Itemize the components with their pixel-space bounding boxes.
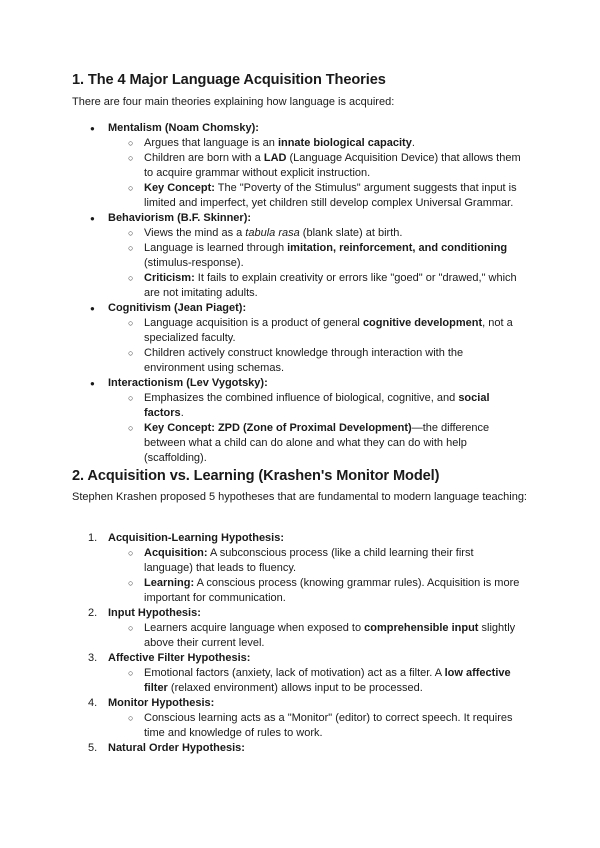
sub-bullet-icon: ○ [128,713,134,723]
section2-heading: 2. Acquisition vs. Learning (Krashen's Monitor Model) [72,468,440,484]
sub-bullet-icon: ○ [128,348,134,358]
theory-item [0,376,600,391]
section2-intro: Stephen Krashen proposed 5 hypotheses that are fundamental to modern language teaching: [72,491,527,503]
item-title: Behaviorism (B.F. Skinner): [108,212,252,224]
theories-list [0,121,600,466]
item-title: Mentalism (Noam Chomsky): [108,122,259,134]
text-segment: social factors [144,392,490,419]
item-number: 5. [88,742,98,754]
sub-item [0,346,524,376]
text-segment: . [180,407,184,419]
text-segment: slightly above their current level. [144,622,516,649]
text-segment: It fails to explain creativity or errors like "goed" or "drawed," which are not imitating adults. [144,272,517,299]
sub-bullet-icon: ○ [128,668,134,678]
sub-bullet-icon: ○ [128,138,134,148]
text-segment: (Language Acquisition Device) that allows them to acquire grammar without explicit instruction. [144,152,521,179]
text-segment: . [411,137,415,149]
sub-bullet-icon: ○ [128,623,134,633]
text-segment: Children actively construct knowledge through interaction with the environment using schemas. [144,347,464,374]
sub-bullet-icon: ○ [128,183,134,193]
item-title: Cognitivism (Jean Piaget): [108,302,247,314]
sub-item [0,576,524,606]
sub-bullet-icon: ○ [128,578,134,588]
hypothesis-item [0,651,600,666]
text-segment: cognitive development [362,317,483,329]
text-segment: A conscious process (knowing grammar rules). Acquisition is more important for communication. [144,577,520,604]
item-number: 4. [88,697,98,709]
text-segment: Children are born with a [144,152,264,164]
text-segment: low affective filter [144,667,511,694]
theory-item [0,211,600,226]
text-segment: LAD [263,152,287,164]
sub-bullet-icon: ○ [128,273,134,283]
sub-bullet-icon: ○ [128,243,134,253]
text-segment: Argues that language is an [144,137,278,149]
sub-item [0,711,524,741]
item-title: Interactionism (Lev Vygotsky): [108,377,268,389]
text-segment: Key Concept: [144,182,215,194]
text-segment: , not a specialized faculty. [144,317,513,344]
hypothesis-item [0,741,600,756]
sub-bullet-icon: ○ [128,423,134,433]
sub-bullet-icon: ○ [128,393,134,403]
item-title: Input Hypothesis: [108,607,201,619]
text-segment: tabula rasa [245,227,300,239]
sub-item [0,226,524,241]
sub-item [0,316,524,346]
text-segment: Acquisition: [144,547,208,559]
sub-item [0,546,524,576]
sub-item [0,151,524,181]
text-segment: comprehensible input [364,622,479,634]
sub-bullet-icon: ○ [128,153,134,163]
text-segment: Language acquisition is a product of general [144,317,363,329]
sub-bullet-icon: ○ [128,318,134,328]
sub-item [0,391,524,421]
sub-bullet-icon: ○ [128,228,134,238]
sub-item [0,241,524,271]
text-segment: imitation, reinforcement, and conditioning [287,242,508,254]
theory-item [0,301,600,316]
hypothesis-item [0,531,600,546]
item-title: Monitor Hypothesis: [108,697,215,709]
text-segment: (blank slate) at birth. [299,227,403,239]
bullet-icon: ● [90,304,95,313]
text-segment: Conscious learning acts as a "Monitor" (editor) to correct speech. It requires time and knowledge of rules to work. [144,712,513,739]
sub-item [0,421,524,466]
text-segment: (stimulus-response). [144,257,244,269]
bullet-icon: ● [90,379,95,388]
sub-bullet-icon: ○ [128,548,134,558]
text-segment: —the difference between what a child can do alone and what they can do with help (scaffolding). [144,422,490,464]
text-segment: Criticism: [144,272,195,284]
item-title: Natural Order Hypothesis: [108,742,245,754]
text-segment: The "Poverty of the Stimulus" argument suggests that input is limited and imperfect, yet children still develop complex Universal Grammar. [144,182,517,209]
item-title: Affective Filter Hypothesis: [108,652,251,664]
text-segment: A subconscious process (like a child learning their first language) that leads to fluency. [144,547,474,574]
sub-item [0,136,524,151]
item-number: 3. [88,652,98,664]
section1-intro: There are four main theories explaining how language is acquired: [72,96,395,108]
hypothesis-item [0,696,600,711]
sub-item [0,181,524,211]
text-segment: Language is learned through [144,242,288,254]
item-number: 2. [88,607,98,619]
sub-item [0,621,524,651]
item-title: Acquisition-Learning Hypothesis: [108,532,285,544]
hypothesis-item [0,606,600,621]
sub-item [0,666,524,696]
text-segment: Learning: [144,577,195,589]
text-segment: (relaxed environment) allows input to be processed. [167,682,423,694]
text-segment: Emphasizes the combined influence of biological, cognitive, and [144,392,459,404]
text-segment: Learners acquire language when exposed to [144,622,365,634]
text-segment: innate biological capacity [277,137,412,149]
hypotheses-list [0,531,600,756]
text-segment: Key Concept: ZPD (Zone of Proximal Development) [144,422,412,434]
section1-heading: 1. The 4 Major Language Acquisition Theories [72,72,386,88]
text-segment: Views the mind as a [144,227,246,239]
bullet-icon: ● [90,214,95,223]
bullet-icon: ● [90,124,95,133]
item-number: 1. [88,532,98,544]
theory-item [0,121,600,136]
text-segment: Emotional factors (anxiety, lack of motivation) act as a filter. A [144,667,445,679]
sub-item [0,271,524,301]
